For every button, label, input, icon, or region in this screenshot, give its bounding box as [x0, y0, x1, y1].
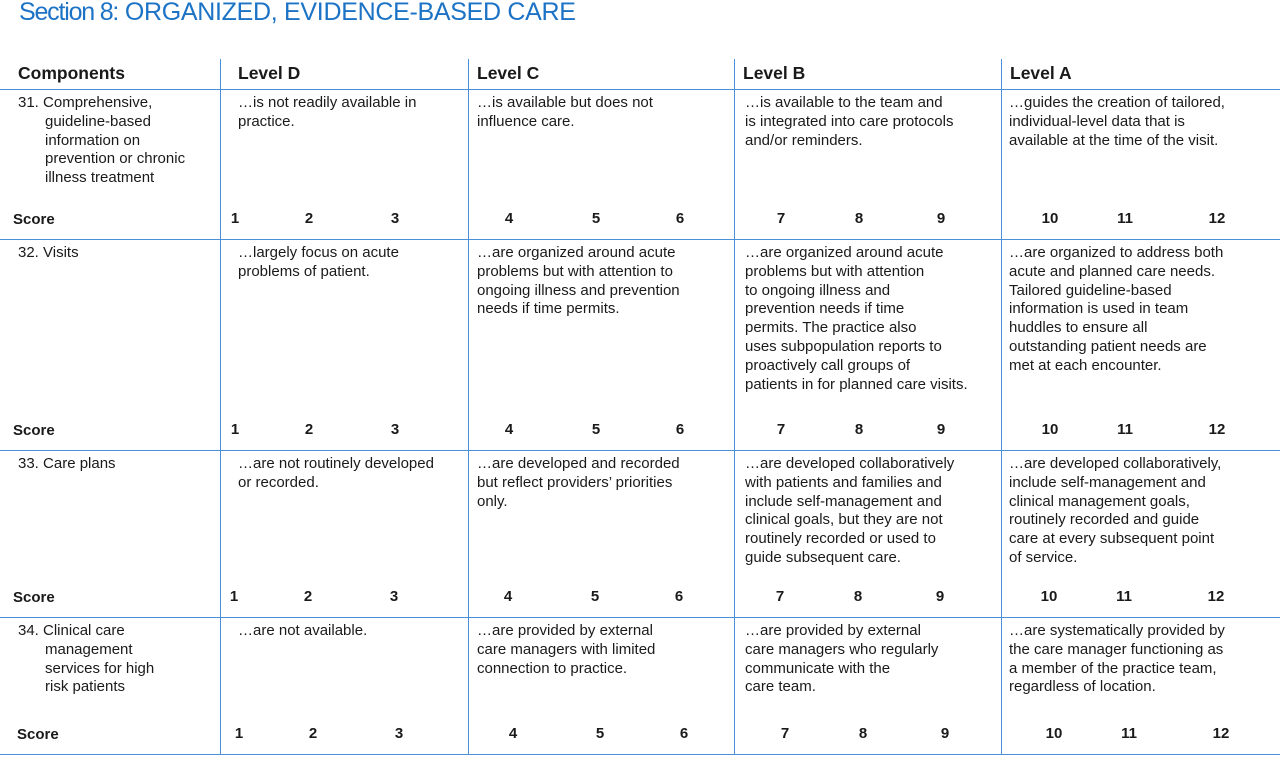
score-value[interactable]: 3 [394, 725, 404, 742]
score-options [469, 210, 734, 228]
description-line: outstanding patient needs are [1009, 337, 1207, 355]
score-options [735, 210, 1001, 228]
score-value[interactable]: 9 [936, 421, 946, 438]
description-line: …are organized around acute [477, 244, 676, 261]
score-options [1002, 421, 1280, 439]
score-options [469, 588, 734, 606]
description-line: of service. [1009, 548, 1078, 566]
score-value[interactable]: 4 [503, 588, 513, 605]
component-line: illness treatment [45, 169, 155, 187]
score-value[interactable]: 4 [504, 421, 514, 438]
description-line: …are developed and recorded [477, 455, 680, 472]
level-a-cell [1002, 240, 1280, 451]
component-name [0, 240, 220, 263]
component-cell [0, 240, 221, 451]
description-line: guide subsequent care. [745, 548, 901, 566]
score-options [735, 588, 1001, 606]
description-line: practice. [238, 112, 295, 130]
score-options [735, 421, 1001, 439]
level-a-cell [1002, 618, 1280, 755]
score-value[interactable]: 12 [1208, 421, 1226, 438]
description-line: care at every subsequent point [1009, 530, 1215, 548]
score-value[interactable]: 12 [1208, 210, 1226, 227]
description-line: problems but with attention [745, 262, 925, 280]
score-value[interactable]: 7 [775, 588, 785, 605]
score-options [1002, 210, 1280, 228]
score-options [735, 725, 1001, 743]
score-value[interactable]: 6 [674, 588, 684, 605]
level-a-description [1002, 618, 1280, 697]
description-line: clinical management goals, [1009, 492, 1190, 510]
level-b-description [735, 240, 1001, 394]
score-value[interactable]: 1 [234, 725, 244, 742]
description-line: to ongoing illness and [745, 281, 891, 299]
description-line: huddles to ensure all [1009, 319, 1148, 337]
description-line: clinical goals, but they are not [745, 511, 943, 529]
level-a-description [1002, 451, 1280, 568]
description-line: …guides the creation of tailored, [1009, 94, 1225, 111]
description-line: …are provided by external [477, 622, 653, 639]
score-value[interactable]: 10 [1045, 725, 1063, 742]
score-value[interactable]: 3 [389, 588, 399, 605]
score-value[interactable]: 9 [936, 210, 946, 227]
score-value[interactable]: 4 [504, 210, 514, 227]
description-line: …are not routinely developed [238, 455, 434, 472]
score-value[interactable]: 5 [590, 588, 600, 605]
description-line: include self-management and [745, 492, 942, 510]
score-value[interactable]: 1 [230, 421, 240, 438]
description-line: needs if time permits. [477, 300, 620, 318]
description-line: routinely recorded or used to [745, 530, 936, 548]
component-name [0, 451, 220, 474]
description-line: …is available to the team and [745, 94, 943, 111]
section-title: ORGANIZED, EVIDENCE-BASED CARE [124, 0, 576, 26]
description-line: ongoing illness and prevention [477, 281, 680, 299]
header-level-c: Level C [469, 59, 735, 90]
description-line: the care manager functioning as [1009, 640, 1224, 658]
description-line: routinely recorded and guide [1009, 511, 1200, 529]
score-value[interactable]: 5 [595, 725, 605, 742]
description-line: or recorded. [238, 473, 319, 491]
score-options [469, 725, 734, 743]
description-line: Tailored guideline-based [1009, 281, 1172, 299]
score-value[interactable]: 11 [1116, 588, 1132, 605]
score-value[interactable]: 8 [853, 588, 863, 605]
level-d-cell [221, 451, 469, 618]
level-b-cell [735, 618, 1002, 755]
level-d-cell [221, 618, 469, 755]
component-line: 31. Comprehensive, [18, 94, 153, 111]
score-options [1002, 588, 1280, 606]
score-value[interactable]: 5 [591, 421, 601, 438]
score-value[interactable]: 11 [1117, 210, 1133, 227]
score-value[interactable]: 8 [854, 421, 864, 438]
score-value[interactable]: 6 [675, 421, 685, 438]
score-options [1002, 725, 1280, 743]
component-cell [0, 90, 221, 240]
description-line: prevention needs if time [745, 300, 905, 318]
description-line: communicate with the [745, 659, 891, 677]
score-value[interactable]: 4 [508, 725, 518, 742]
assessment-table [0, 59, 1280, 759]
component-cell [0, 618, 221, 755]
score-options [221, 210, 468, 228]
description-line: proactively call groups of [745, 356, 911, 374]
level-b-description [735, 90, 1001, 150]
score-value[interactable]: 2 [303, 588, 313, 605]
level-c-cell [469, 90, 735, 240]
description-line: …are organized around acute [745, 244, 944, 261]
level-b-description [735, 618, 1001, 697]
header-components: Components [0, 59, 221, 90]
component-name [0, 90, 220, 188]
score-value[interactable]: 8 [858, 725, 868, 742]
description-line: …is not readily available in [238, 94, 417, 111]
score-value[interactable]: 10 [1041, 210, 1059, 227]
score-options [221, 588, 468, 606]
description-line: …largely focus on acute [238, 244, 399, 261]
level-b-cell [735, 240, 1002, 451]
component-line: 32. Visits [18, 244, 79, 261]
score-label: Score [13, 422, 55, 439]
level-b-cell [735, 451, 1002, 618]
description-line: problems of patient. [238, 262, 370, 280]
score-value[interactable]: 7 [776, 421, 786, 438]
description-line: care managers who regularly [745, 640, 939, 658]
level-b-cell [735, 90, 1002, 240]
description-line: care managers with limited [477, 640, 656, 658]
description-line: regardless of location. [1009, 678, 1156, 696]
level-c-description [469, 90, 734, 132]
description-line: connection to practice. [477, 659, 628, 677]
score-value[interactable]: 6 [679, 725, 689, 742]
score-value[interactable]: 2 [304, 421, 314, 438]
description-line: …are systematically provided by [1009, 622, 1225, 639]
level-c-description [469, 240, 734, 319]
description-line: permits. The practice also [745, 319, 917, 337]
level-a-description [1002, 240, 1280, 376]
level-c-cell [469, 451, 735, 618]
description-line: and/or reminders. [745, 131, 863, 149]
level-b-description [735, 451, 1001, 568]
level-d-description [221, 240, 468, 282]
level-c-description [469, 618, 734, 678]
description-line: …are provided by external [745, 622, 921, 639]
level-c-cell [469, 618, 735, 755]
score-options [221, 725, 468, 743]
component-line: guideline-based [45, 112, 151, 130]
score-value[interactable]: 6 [675, 210, 685, 227]
level-d-description [221, 618, 468, 641]
level-d-cell [221, 90, 469, 240]
description-line: individual-level data that is [1009, 112, 1185, 130]
description-line: influence care. [477, 112, 575, 130]
score-value[interactable]: 1 [230, 210, 240, 227]
description-line: care team. [745, 678, 816, 696]
score-label: Score [13, 589, 55, 606]
description-line: …are developed collaboratively, [1009, 455, 1222, 472]
description-line: include self-management and [1009, 473, 1206, 491]
score-value[interactable]: 2 [304, 210, 314, 227]
header-level-a: Level A [1002, 59, 1280, 90]
component-line: services for high [45, 659, 155, 677]
component-line: risk patients [45, 678, 126, 696]
score-value[interactable]: 1 [229, 588, 239, 605]
score-value[interactable]: 8 [854, 210, 864, 227]
description-line: …is available but does not [477, 94, 653, 111]
score-value[interactable]: 3 [390, 421, 400, 438]
component-line: information on [45, 131, 141, 149]
level-d-description [221, 451, 468, 493]
header-level-d: Level D [221, 59, 469, 90]
score-value[interactable]: 12 [1212, 725, 1230, 742]
description-line: only. [477, 492, 508, 510]
score-value[interactable]: 9 [940, 725, 950, 742]
score-options [221, 421, 468, 439]
description-line: information is used in team [1009, 300, 1189, 318]
description-line: with patients and families and [745, 473, 942, 491]
component-line: 34. Clinical care [18, 622, 125, 639]
score-value[interactable]: 5 [591, 210, 601, 227]
score-value[interactable]: 7 [780, 725, 790, 742]
score-value[interactable]: 10 [1041, 421, 1059, 438]
level-d-description [221, 90, 468, 132]
page-title [19, 0, 576, 27]
score-value[interactable]: 9 [935, 588, 945, 605]
score-value[interactable]: 2 [308, 725, 318, 742]
level-a-description [1002, 90, 1280, 150]
component-line: prevention or chronic [45, 150, 186, 168]
description-line: but reflect providers’ priorities [477, 473, 673, 491]
section-number: Section 8: [19, 0, 119, 26]
level-d-cell [221, 240, 469, 451]
score-value[interactable]: 11 [1121, 725, 1137, 742]
level-c-cell [469, 240, 735, 451]
score-label: Score [17, 726, 59, 743]
score-value[interactable]: 10 [1040, 588, 1058, 605]
description-line: acute and planned care needs. [1009, 262, 1215, 280]
component-line: 33. Care plans [18, 455, 116, 472]
score-options [469, 421, 734, 439]
score-value[interactable]: 11 [1117, 421, 1133, 438]
level-c-description [469, 451, 734, 511]
score-value[interactable]: 7 [776, 210, 786, 227]
component-cell [0, 451, 221, 618]
level-a-cell [1002, 451, 1280, 618]
description-line: a member of the practice team, [1009, 659, 1217, 677]
description-line: met at each encounter. [1009, 356, 1162, 374]
description-line: is integrated into care protocols [745, 112, 954, 130]
description-line: …are developed collaboratively [745, 455, 955, 472]
description-line: uses subpopulation reports to [745, 337, 942, 355]
description-line: patients in for planned care visits. [745, 375, 968, 393]
description-line: problems but with attention to [477, 262, 673, 280]
score-value[interactable]: 12 [1207, 588, 1225, 605]
score-label: Score [13, 211, 55, 228]
description-line: available at the time of the visit. [1009, 131, 1219, 149]
score-value[interactable]: 3 [390, 210, 400, 227]
level-a-cell [1002, 90, 1280, 240]
description-line: …are organized to address both [1009, 244, 1224, 261]
component-line: management [45, 640, 133, 658]
header-level-b: Level B [735, 59, 1002, 90]
description-line: …are not available. [238, 622, 368, 639]
component-name [0, 618, 220, 697]
